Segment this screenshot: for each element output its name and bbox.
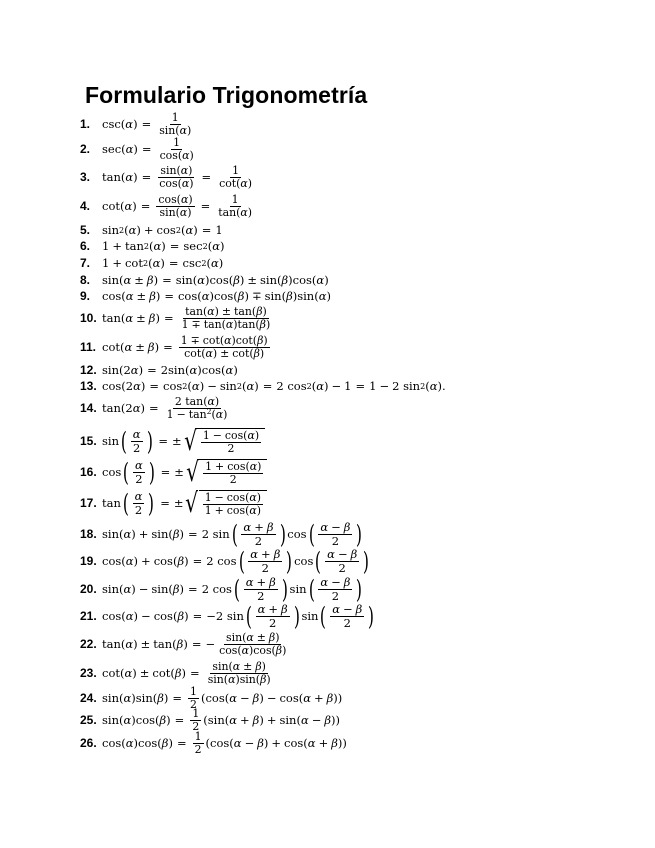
formula-expression: sin 2 ( α ) + cos 2 ( α ) = 1 [102, 223, 223, 238]
formula-expression: sec( α ) = $\frac{1}{\cos(\alpha)}$ [102, 135, 194, 162]
formula-number: 16. [80, 464, 97, 479]
formula-25 [80, 706, 340, 733]
formula-number: 5. [80, 222, 91, 237]
formula-number: 11. [80, 339, 97, 354]
formula-expression: csc( α ) = $\frac{1}{\sin(\alpha)}$ [102, 110, 192, 137]
formula-expression: cos ( $\frac{\alpha}{2}$ ) = ± √ $\frac{1 + \cos(\alpha)}{2}$ [102, 459, 267, 486]
formula-number: 13. [80, 378, 97, 393]
formula-expression: tan( α ± β ) = $\frac{\tan(\alpha) \pm \tan(\beta)}{1 \mp \tan(\alpha)\tan(\beta)}$ [102, 304, 271, 331]
formula-number: 1. [80, 116, 91, 131]
formula-20 [80, 575, 364, 604]
formula-expression: cos( α ± β ) = cos( α )cos( β ) ∓ sin( β )sin( α ) [102, 289, 331, 304]
formula-expression: cot( α ) ± cot( β ) = $\frac{\sin(\alpha \pm \beta)}{\sin(\alpha)\sin(\beta)}$ [102, 659, 271, 686]
formula-expression: 1 + cot 2 ( α ) = csc 2 ( α ) [102, 256, 224, 271]
formula-18 [80, 520, 364, 549]
formula-14 [80, 394, 231, 421]
formula-expression: tan( α ) ± tan( β ) = − $\frac{\sin(\alpha \pm \beta)}{\cos(\alpha)\cos(\beta)}$ [102, 630, 287, 657]
formula-19 [80, 547, 371, 576]
formula-number: 20. [80, 581, 97, 596]
formula-expression: sin( α )cos( β ) = $\frac{1}{2}$ (sin( α + β ) + sin( α − β )) [102, 706, 340, 733]
formula-12 [80, 362, 238, 378]
formula-number: 12. [80, 362, 97, 377]
formula-21 [80, 602, 376, 631]
formula-number: 26. [80, 735, 97, 750]
formula-15 [80, 425, 265, 457]
formula-number: 2. [80, 141, 91, 156]
formula-9 [80, 288, 331, 304]
formula-8 [80, 272, 329, 288]
formula-expression: sin( α ) − sin( β ) = 2 cos ( $\frac{\alpha + \beta}{2}$ ) sin ( $\frac{\alpha - \beta}{2}$ ) [102, 575, 363, 604]
formula-expression: tan ( $\frac{\alpha}{2}$ ) = ± √ $\frac{1 - \cos(\alpha)}{1 + \cos(\alpha)}$ [102, 490, 267, 517]
formula-expression: cos( α )cos( β ) = $\frac{1}{2}$ (cos( α − β ) + cos( α + β )) [102, 729, 347, 756]
formula-number: 8. [80, 272, 91, 287]
formula-expression: tan(2 α ) = $\frac{2 \tan(\alpha)}{1 - \tan^2(\alpha)}$ [102, 394, 228, 421]
formula-5 [80, 222, 223, 238]
page-title: Formulario Trigonometría [85, 82, 368, 108]
formula-number: 7. [80, 255, 91, 270]
formula-expression: tan( α ) = $\frac{\sin(\alpha)}{\cos(\alpha)}$ = $\frac{1}{\cot(\alpha)}$ [102, 163, 253, 190]
formula-4 [80, 192, 256, 219]
formula-24 [80, 684, 343, 711]
formula-3 [80, 163, 256, 190]
formula-22 [80, 630, 290, 657]
formula-2 [80, 135, 198, 162]
formula-number: 19. [80, 553, 97, 568]
formula-expression: sin( α )sin( β ) = $\frac{1}{2}$ (cos( α − β ) − cos( α + β )) [102, 684, 343, 711]
formula-number: 6. [80, 238, 91, 253]
formula-expression: sin ( $\frac{\alpha}{2}$ ) = ± √ $\frac{1 - \cos(\alpha)}{2}$ [102, 428, 265, 455]
formula-number: 4. [80, 198, 91, 213]
formula-number: 24. [80, 690, 97, 705]
formula-number: 22. [80, 636, 97, 651]
formula-number: 25. [80, 712, 97, 727]
formula-number: 10. [80, 310, 97, 325]
formula-number: 18. [80, 526, 97, 541]
formula-number: 9. [80, 288, 91, 303]
formula-13 [80, 378, 446, 394]
formula-16 [80, 456, 267, 488]
formula-11 [80, 333, 272, 360]
formula-number: 23. [80, 665, 97, 680]
formula-expression: sin(2 α ) = 2sin( α )cos( α ) [102, 363, 238, 378]
formula-26 [80, 729, 347, 756]
formula-7 [80, 255, 224, 271]
formula-expression: 1 + tan 2 ( α ) = sec 2 ( α ) [102, 239, 225, 254]
formula-23 [80, 659, 275, 686]
formula-expression: cot( α ) = $\frac{\cos(\alpha)}{\sin(\alpha)}$ = $\frac{1}{\tan(\alpha)}$ [102, 192, 253, 219]
formula-number: 14. [80, 400, 97, 415]
formula-expression: cot( α ± β ) = $\frac{1 \mp \cot(\alpha)\cot(\beta)}{\cot(\alpha) \pm \cot(\beta)}$ [102, 333, 268, 360]
formula-number: 17. [80, 495, 97, 510]
formula-1 [80, 110, 195, 137]
formula-number: 3. [80, 169, 91, 184]
formula-expression: cos( α ) + cos( β ) = 2 cos ( $\frac{\alpha + \beta}{2}$ ) cos ( $\frac{\alpha - \beta}{2}$ ) [102, 547, 370, 576]
formula-number: 15. [80, 433, 97, 448]
formula-expression: cos(2 α ) = cos 2 ( α ) − sin 2 ( α ) = 2 cos 2 ( α ) − 1 = 1 − 2 sin 2 ( α ). [102, 379, 446, 394]
formula-17 [80, 487, 267, 519]
formula-number: 21. [80, 608, 97, 623]
formula-expression: sin( α ± β ) = sin( α )cos( β ) ± sin( β )cos( α ) [102, 273, 329, 288]
formula-10 [80, 304, 274, 331]
formula-expression: cos( α ) − cos( β ) = −2 sin ( $\frac{\alpha + \beta}{2}$ ) sin ( $\frac{\alpha - \beta}{2}$ ) [102, 602, 375, 631]
formula-6 [80, 238, 225, 254]
formula-expression: sin( α ) + sin( β ) = 2 sin ( $\frac{\alpha + \beta}{2}$ ) cos ( $\frac{\alpha - \beta}{2}$ ) [102, 520, 363, 549]
